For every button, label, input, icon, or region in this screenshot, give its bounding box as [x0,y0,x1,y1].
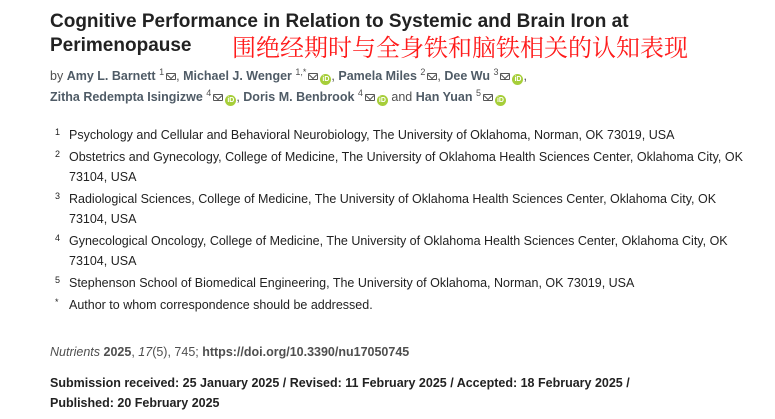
affiliation-marker: 3 [493,66,499,77]
author-entry [50,87,240,104]
overlay-annotation: 围绝经期时与全身铁和脑铁相关的认知表现 [232,35,688,62]
affiliation-number: 3 [55,191,61,201]
affiliation-item [55,295,745,315]
mail-icon[interactable] [483,94,493,101]
affiliation-number: 1 [55,127,61,137]
citation-year: 2025 [103,345,132,359]
orcid-icon[interactable]: iD [496,97,504,104]
author-entry [441,66,527,83]
author-name[interactable]: Michael J. Wenger [183,69,292,83]
affiliation-text: Author to whom correspondence should be addressed. [69,298,373,312]
publication-dates [50,373,730,413]
author-name[interactable]: Amy L. Barnett [66,69,156,83]
citation-issue-pages: (5), 745; [152,345,203,359]
mail-icon[interactable] [500,73,510,80]
mail-icon[interactable] [213,94,223,101]
author-separator: , [331,69,335,83]
orcid-icon[interactable]: iD [514,76,522,83]
affiliation-text: Obstetrics and Gynecology, College of Medicine, The University of Oklahoma Health Sciences Center, Oklahoma City, OK 73104, USA [69,150,743,184]
author-entry [412,87,506,104]
author-name[interactable]: Pamela Miles [338,69,417,83]
affiliation-number: 4 [55,233,61,243]
author-entry [240,87,413,104]
affiliation-number: 5 [55,275,61,285]
journal-name: Nutrients [50,345,101,359]
author-name[interactable]: Han Yuan [415,90,473,104]
author-entry [66,66,180,83]
author-list [50,66,750,108]
affiliation-text: Psychology and Cellular and Behavioral Neurobiology, The University of Oklahoma, Norman, OK 73019, USA [69,128,675,142]
author-name[interactable]: Dee Wu [444,69,490,83]
mail-icon[interactable] [308,73,318,80]
affiliation-item [55,273,745,293]
affiliation-marker: 4 [357,87,363,98]
affiliation-text: Gynecological Oncology, College of Medicine, The University of Oklahoma Health Sciences Center, Oklahoma City, OK 73104, USA [69,234,728,268]
citation-volume: 17 [138,345,153,359]
citation-line: Nutrients 2025, 17(5), 745; https://doi.org/10.3390/nu17050745 [50,345,410,359]
affiliation-text: Stephenson School of Biomedical Engineering, The University of Oklahoma, Norman, OK 73019, USA [69,276,635,290]
author-separator: and [391,90,413,104]
author-separator: , [236,90,240,104]
affiliation-number: * [55,297,59,307]
author-entry [335,66,441,83]
affiliation-marker: 5 [475,87,481,98]
affiliation-item [55,231,745,271]
mail-icon[interactable] [166,73,176,80]
mail-icon[interactable] [365,94,375,101]
author-name[interactable]: Zitha Redempta Isingizwe [50,90,203,104]
doi-link[interactable]: https://doi.org/10.3390/nu17050745 [202,345,410,359]
dates-line-2: Published: 20 February 2025 [50,396,220,410]
affiliation-item [55,125,745,145]
affiliation-marker: 1,* [295,66,307,77]
orcid-icon[interactable]: iD [227,97,235,104]
author-separator: , [176,69,180,83]
article-title: Cognitive Performance in Relation to Systemic and Brain Iron at Perimenopause [50,11,629,56]
by-label: by [50,69,64,83]
orcid-icon[interactable]: iD [378,97,386,104]
author-separator: , [437,69,441,83]
orcid-icon[interactable]: iD [322,76,330,83]
affiliation-marker: 1 [159,66,165,77]
affiliation-text: Radiological Sciences, College of Medicine, The University of Oklahoma Health Sciences Center, Oklahoma City, OK 73104, USA [69,192,717,226]
dates-line-1: Submission received: 25 January 2025 / Revised: 11 February 2025 / Accepted: 18 February 2025 / [50,376,630,390]
affiliation-list [55,125,745,317]
affiliation-item [55,147,745,187]
affiliation-number: 2 [55,149,61,159]
author-entry [180,66,335,83]
mail-icon[interactable] [427,73,437,80]
author-name[interactable]: Doris M. Benbrook [243,90,355,104]
affiliation-marker: 4 [206,87,212,98]
affiliation-marker: 2 [420,66,426,77]
author-separator: , [523,69,527,83]
affiliation-item [55,189,745,229]
